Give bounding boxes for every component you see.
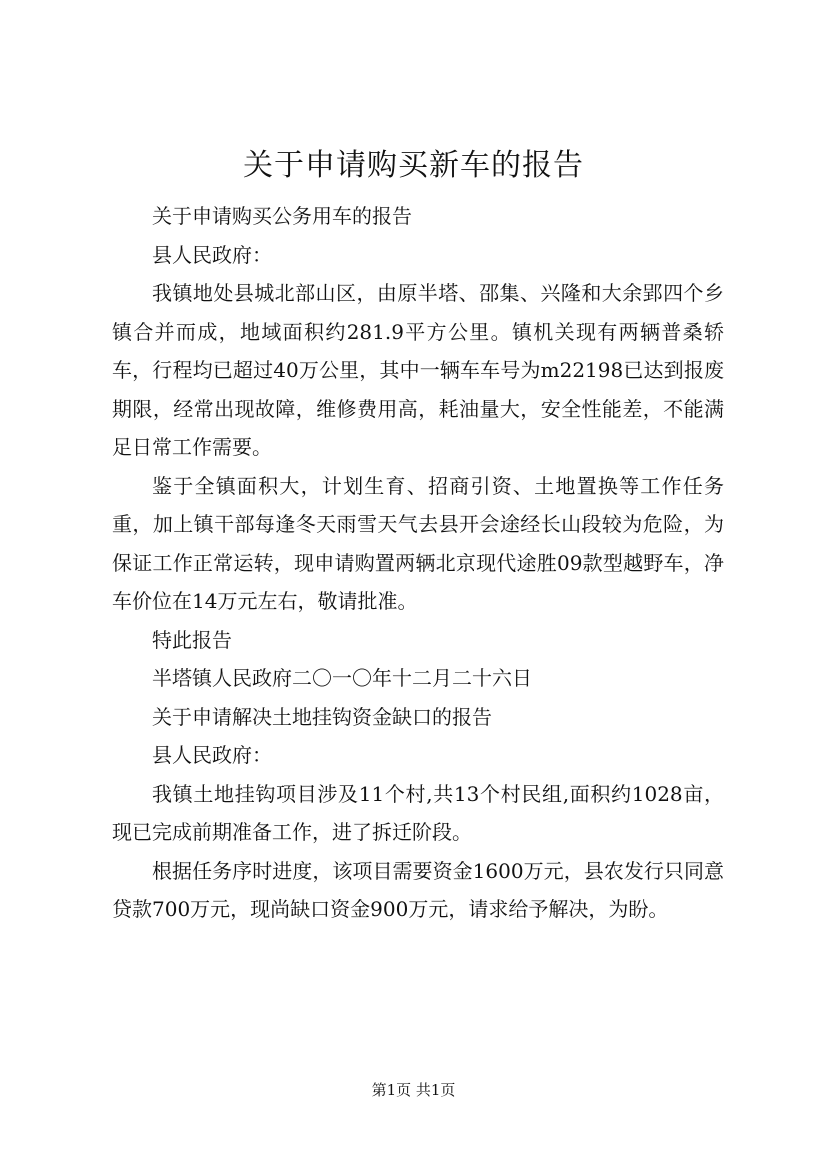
- subtitle-paragraph: 关于申请解决土地挂钩资金缺口的报告: [152, 704, 492, 729]
- body-paragraph: 我镇土地挂钩项目涉及11个村,共13个村民组,面积约1028亩，现已完成前期准备工作，进了拆迁阶段。: [112, 781, 724, 844]
- page-number-footer: 第1页 共1页: [371, 1081, 456, 1099]
- body-paragraph: 我镇地处县城北部山区，由原半塔、邵集、兴隆和大余郢四个乡镇合并而成，地域面积约281.9平方公里。镇机关现有两辆普桑轿车，行程均已超过40万公里，其中一辆车车号为m22198已达到报废期限，经常出现故障，维修费用高，耗油量大，安全性能差，不能满足日常工作需要。: [112, 281, 724, 459]
- document-body: [112, 197, 724, 929]
- salutation-paragraph: 县人民政府：: [152, 242, 272, 267]
- body-paragraph: 根据任务序时进度，该项目需要资金1600万元，县农发行只同意贷款700万元，现尚缺口资金900万元，请求给予解决，为盼。: [112, 858, 724, 921]
- salutation-paragraph: 县人民政府：: [152, 743, 272, 767]
- body-paragraph: 鉴于全镇面积大，计划生育、招商引资、土地置换等工作任务重，加上镇干部每逢冬天雨雪天气去县开会途经长山段较为危险，为保证工作正常运转，现申请购置两辆北京现代途胜09款型越野车，净车价位在14万元左右，敬请批准。: [112, 473, 724, 613]
- signature-date-paragraph: 半塔镇人民政府二〇一〇年十二月二十六日: [152, 666, 532, 690]
- closing-paragraph: 特此报告: [152, 627, 232, 652]
- document-title: 关于申请购买新车的报告: [243, 148, 584, 183]
- subtitle-paragraph: 关于申请购买公务用车的报告: [152, 204, 412, 228]
